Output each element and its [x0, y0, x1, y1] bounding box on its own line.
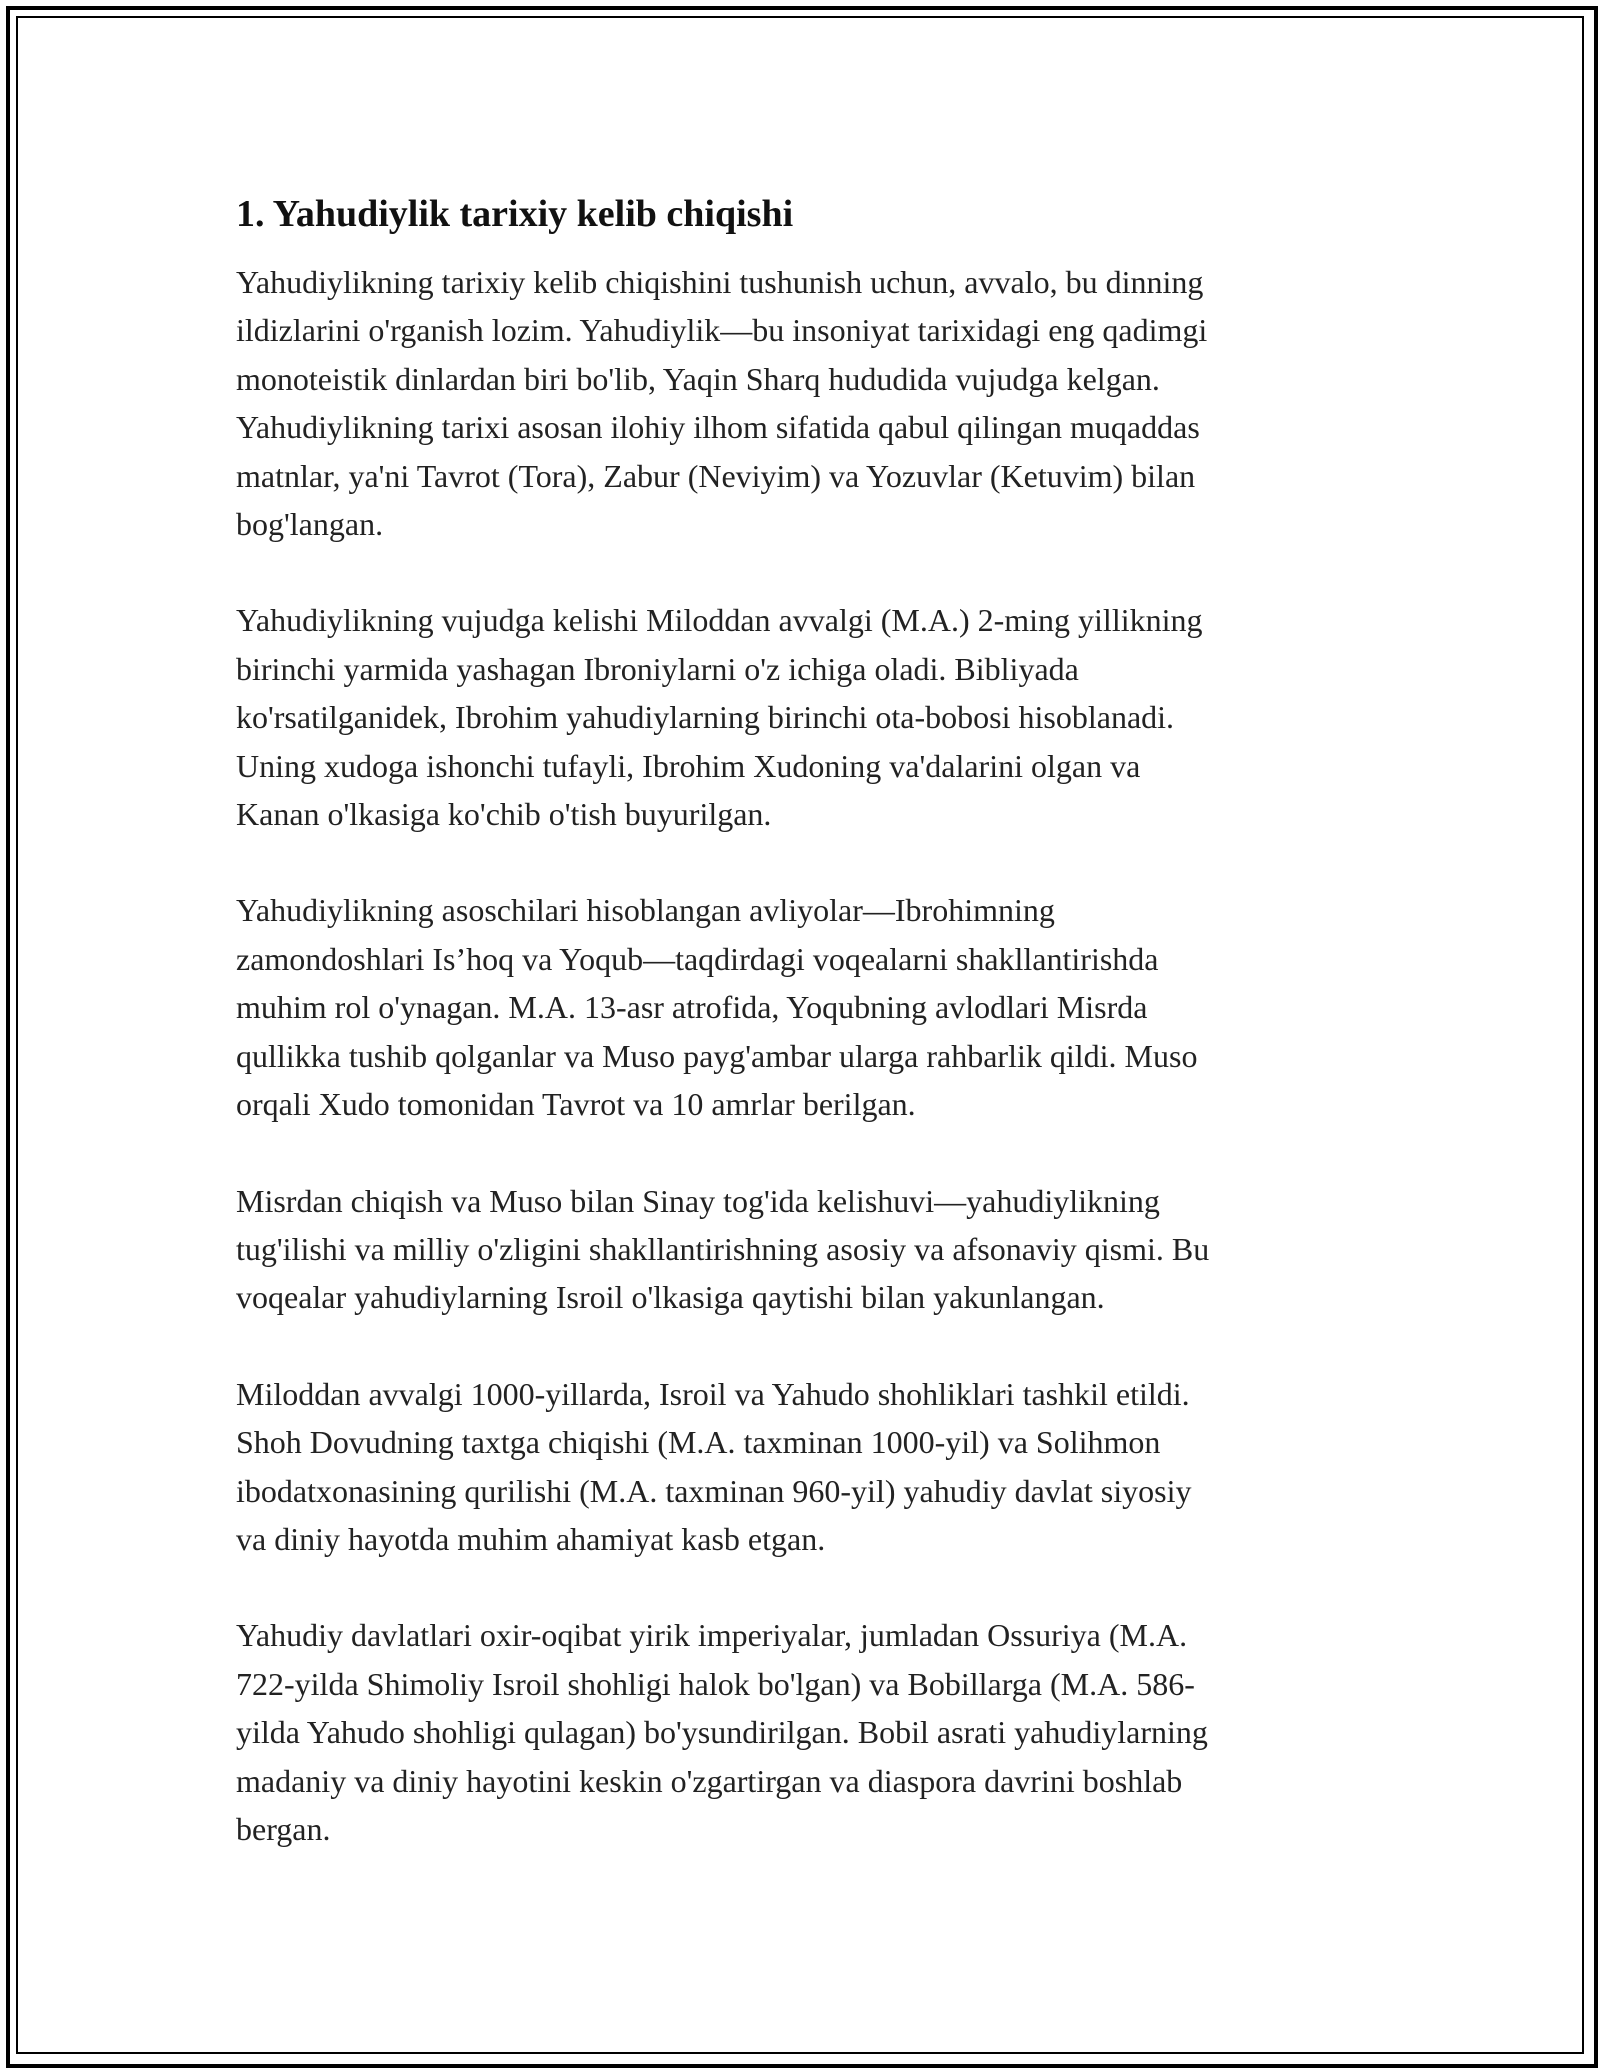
text-line: bergan. — [236, 1810, 331, 1847]
text-line: muhim rol o'ynagan. M.A. 13-asr atrofida, Yoqubning avlodlari Misrda — [236, 989, 1148, 1026]
text-line: Yahudiylikning vujudga kelishi Miloddan avvalgi (M.A.) 2-ming yillikning — [236, 602, 1203, 639]
text-line: Kanan o'lkasiga ko'chib o'tish buyurilgan. — [236, 796, 772, 833]
text-line: Miloddan avvalgi 1000-yillarda, Isroil va Yahudo shohliklari tashkil etildi. — [236, 1375, 1190, 1412]
text-line: yilda Yahudo shohligi qulagan) bo'ysundirilgan. Bobil asrati yahudiylarning — [236, 1714, 1208, 1751]
paragraph-5 — [236, 1370, 1366, 1564]
text-line: Shoh Dovudning taxtga chiqishi (M.A. taxminan 1000-yil) va Solihmon — [236, 1424, 1161, 1461]
paragraph-3 — [236, 886, 1366, 1128]
text-line: bog'langan. — [236, 506, 384, 543]
paragraph-1 — [236, 258, 1366, 548]
text-line: qullikka tushib qolganlar va Muso payg'ambar ularga rahbarlik qildi. Muso — [236, 1037, 1198, 1074]
text-line: Uning xudoga ishonchi tufayli, Ibrohim Xudoning va'dalarini olgan va — [236, 747, 1141, 784]
text-line: zamondoshlari Is’hoq va Yoqub—taqdirdagi voqealarni shakllantirishda — [236, 940, 1159, 977]
text-line: ildizlarini o'rganish lozim. Yahudiylik—bu insoniyat tarixidagi eng qadimgi — [236, 312, 1208, 349]
paragraph-4 — [236, 1177, 1366, 1322]
text-line: ko'rsatilganidek, Ibrohim yahudiylarning birinchi ota-bobosi hisoblanadi. — [236, 699, 1175, 736]
text-line: matnlar, ya'ni Tavrot (Tora), Zabur (Neviyim) va Yozuvlar (Ketuvim) bilan — [236, 457, 1196, 494]
document-body — [236, 188, 1366, 1901]
text-line: ibodatxonasining qurilishi (M.A. taxminan 960-yil) yahudiy davlat siyosiy — [236, 1472, 1192, 1509]
text-line: tug'ilishi va milliy o'zligini shakllantirishning asosiy va afsonaviy qismi. Bu — [236, 1230, 1210, 1267]
text-line: monoteistik dinlardan biri bo'lib, Yaqin Sharq hududida vujudga kelgan. — [236, 360, 1160, 397]
section-heading: 1. Yahudiylik tarixiy kelib chiqishi — [236, 193, 794, 235]
text-line: Yahudiy davlatlari oxir-oqibat yirik imperiyalar, jumladan Ossuriya (M.A. — [236, 1617, 1188, 1654]
text-line: Yahudiylikning asoschilari hisoblangan avliyolar—Ibrohimning — [236, 892, 1055, 929]
text-line: Misrdan chiqish va Muso bilan Sinay tog'ida kelishuvi—yahudiylikning — [236, 1182, 1160, 1219]
text-line: madaniy va diniy hayotini keskin o'zgartirgan va diaspora davrini boshlab — [236, 1762, 1183, 1799]
text-line: birinchi yarmida yashagan Ibroniylarni o'z ichiga oladi. Bibliyada — [236, 650, 1079, 687]
text-line: Yahudiylikning tarixi asosan ilohiy ilhom sifatida qabul qilingan muqaddas — [236, 409, 1200, 446]
text-line: voqealar yahudiylarning Isroil o'lkasiga qaytishi bilan yakunlangan. — [236, 1279, 1105, 1316]
paragraph-2 — [236, 596, 1366, 838]
text-line: orqali Xudo tomonidan Tavrot va 10 amrlar berilgan. — [236, 1086, 916, 1123]
text-line: va diniy hayotda muhim ahamiyat kasb etgan. — [236, 1520, 826, 1557]
text-line: Yahudiylikning tarixiy kelib chiqishini tushunish uchun, avvalo, bu dinning — [236, 264, 1204, 300]
text-line: 722-yilda Shimoliy Isroil shohligi halok bo'lgan) va Bobillarga (M.A. 586- — [236, 1665, 1195, 1702]
paragraph-6 — [236, 1611, 1366, 1853]
